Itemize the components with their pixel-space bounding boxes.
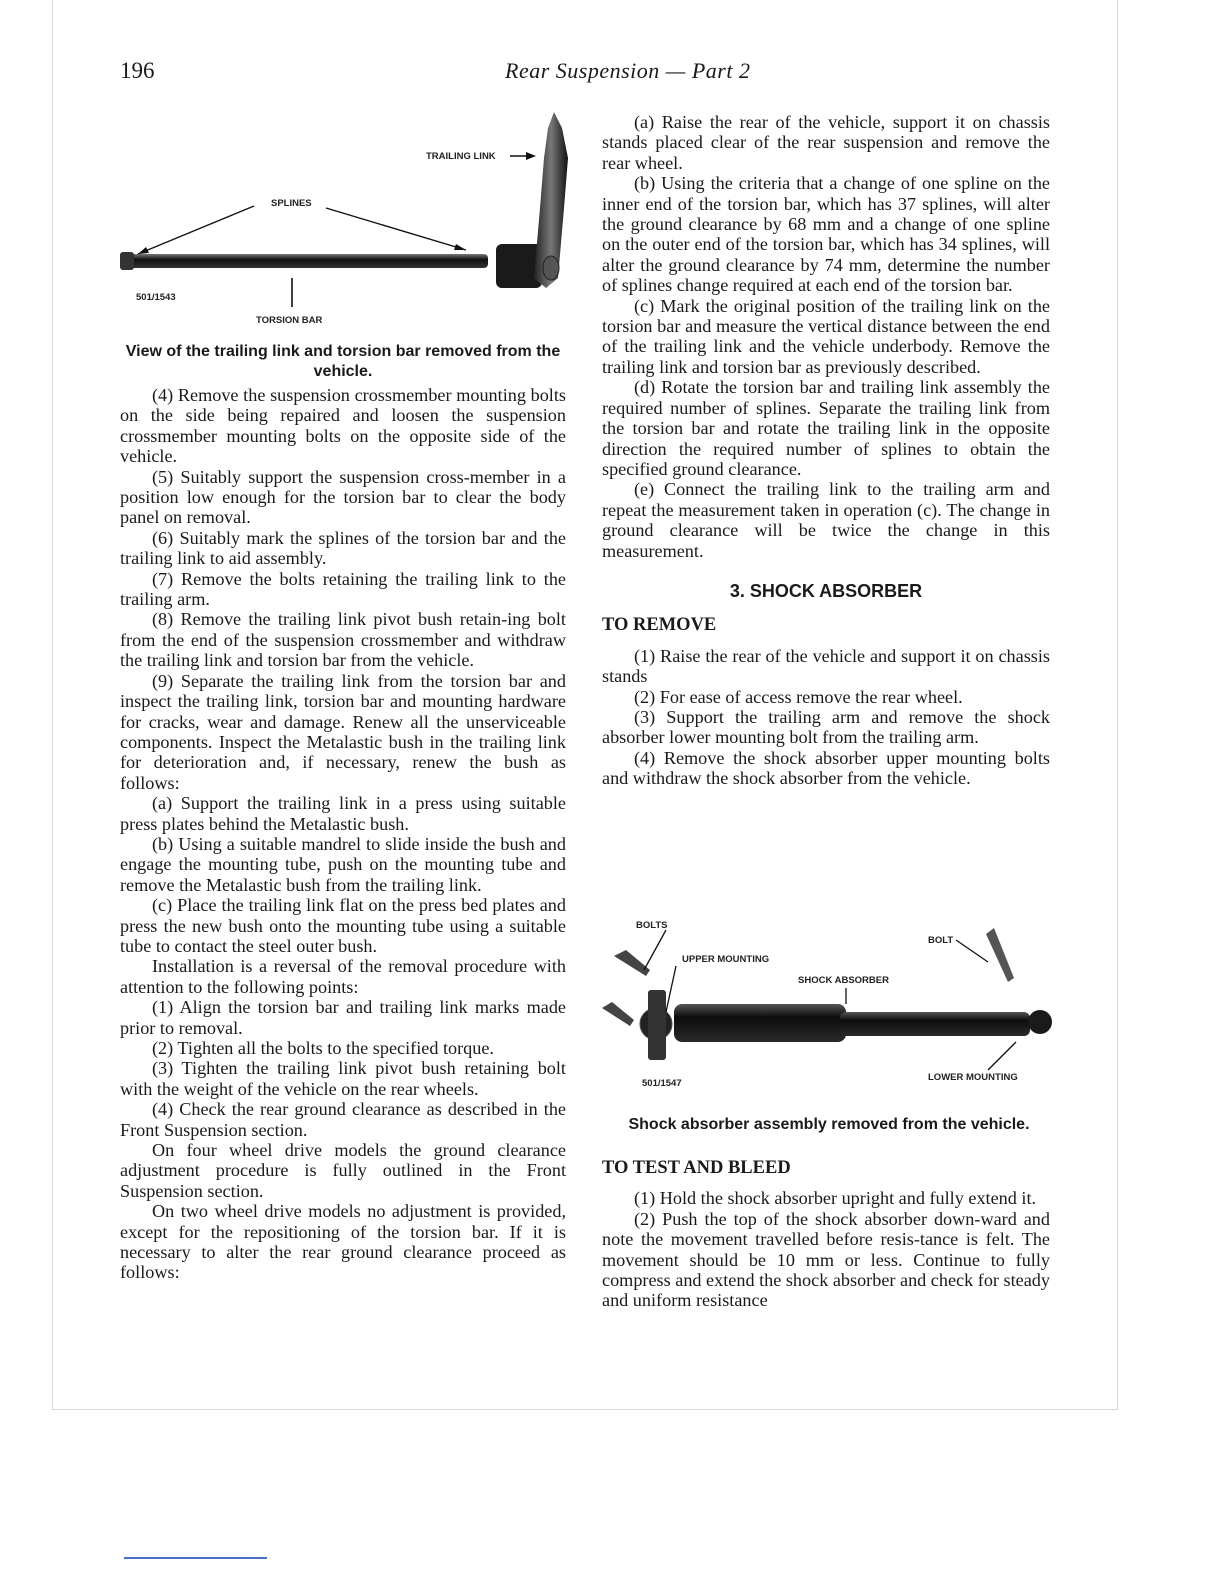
torsion-bar-end	[120, 252, 134, 270]
paragraph: (a) Raise the rear of the vehicle, support it on chassis stands placed clear of the rear suspension and remove the rear wheel.	[602, 112, 1050, 173]
paragraph: (1) Align the torsion bar and trailing link marks made prior to removal.	[120, 997, 566, 1038]
label-shock-absorber: SHOCK ABSORBER	[798, 975, 889, 986]
figure-shock-absorber	[596, 916, 1060, 1094]
sub-heading-remove: TO REMOVE	[602, 615, 717, 636]
link-bush-eye	[543, 256, 559, 280]
paragraph: (2) Tighten all the bolts to the specified torque.	[152, 1038, 494, 1058]
label-lower-mounting: LOWER MOUNTING	[928, 1072, 1018, 1083]
paragraph: (4) Check the rear ground clearance as described in the Front Suspension section.	[120, 1099, 566, 1140]
paragraph: (a) Support the trailing link in a press using suitable press plates behind the Metalastic bush.	[120, 793, 566, 834]
label-upper-mounting: UPPER MOUNTING	[682, 954, 770, 965]
figure-reference: 501/1547	[642, 1078, 682, 1089]
paragraph: (4) Remove the suspension crossmember mounting bolts on the side being repaired and loosen the suspension crossmember mounting bolts on the opposite side of the vehicle.	[120, 385, 566, 467]
figure-trailing-link-torsion-bar	[116, 108, 576, 330]
paragraph: (8) Remove the trailing link pivot bush retain-ing bolt from the end of the suspension crossmember and withdraw the trailing link and torsion bar from the vehicle.	[120, 609, 566, 671]
shock-body	[674, 1004, 846, 1042]
paragraph: (c) Place the trailing link flat on the press bed plates and press the new bush onto the mounting tube using a suitable tube to contact the steel outer bush.	[120, 895, 566, 956]
sub-heading-test-bleed: TO TEST AND BLEED	[602, 1158, 791, 1178]
right-column	[602, 112, 1050, 789]
right-column-bottom	[602, 1152, 1050, 1311]
paragraph: (7) Remove the bolts retaining the trailing link to the trailing arm.	[120, 568, 566, 610]
figure-reference: 501/1543	[136, 292, 176, 303]
figure-1-caption: View of the trailing link and torsion bar removed from the vehicle.	[125, 343, 561, 380]
lower-mounting-eye	[1028, 1010, 1052, 1034]
paragraph: Installation is a reversal of the removal procedure with attention to the following points:	[120, 956, 566, 997]
paragraph: (1) Hold the shock absorber upright and fully extend it.	[634, 1188, 1037, 1209]
paragraph: (b) Using a suitable mandrel to slide inside the bush and engage the mounting tube, push on the mounting tube and remove the Metalastic bush from the trailing link.	[120, 833, 566, 895]
paragraph: (2) For ease of access remove the rear wheel.	[634, 686, 963, 707]
label-trailing-link: TRAILING LINK	[426, 151, 496, 162]
shock-rod	[840, 1012, 1030, 1036]
paragraph: (4) Remove the shock absorber upper mounting bolts and withdraw the shock absorber from the vehicle.	[602, 747, 1050, 789]
paragraph: (d) Rotate the torsion bar and trailing link assembly the required number of splines. Separate the trailing link from the torsion bar and rotate the trailing link in the opposite direction the required number of splines to obtain the specified ground clearance.	[602, 377, 1050, 479]
paragraph: (5) Suitably support the suspension cross-member in a position low enough for the torsion bar to clear the body panel on removal.	[120, 466, 566, 528]
bolt-icon	[614, 950, 650, 976]
running-title: Rear Suspension — Part 2	[505, 58, 751, 83]
paragraph: (3) Tighten the trailing link pivot bush retaining bolt with the weight of the vehicle on the rear wheels.	[120, 1058, 566, 1099]
paragraph: On four wheel drive models the ground clearance adjustment procedure is fully outlined in the Front Suspension section.	[120, 1140, 566, 1201]
figure-2-caption: Shock absorber assembly removed from the vehicle.	[628, 1116, 1030, 1133]
left-column	[120, 385, 566, 1283]
paragraph: (9) Separate the trailing link from the torsion bar and inspect the trailing link, torsion bar and mounting hardware for cracks, wear and damage. Renew all the unserviceable components. Inspect the Metalastic bush in the trailing link for deterioration and, if necessary, renew the bush as follows:	[120, 670, 566, 793]
paragraph: (c) Mark the original position of the trailing link on the torsion bar and measure the vertical distance between the end of the trailing link and the vehicle underbody. Remove the trailing link and torsion bar as previously described.	[602, 295, 1050, 377]
upper-bracket	[648, 990, 666, 1060]
paragraph: (6) Suitably mark the splines of the torsion bar and the trailing link to aid assembly.	[120, 527, 566, 569]
paragraph: (b) Using the criteria that a change of one spline on the inner end of the torsion bar, which has 37 splines, will alter the ground clearance by 68 mm and a change of one spline on the outer end of the torsion bar, which has 34 splines, will alter the ground clearance by 74 mm, determine the number of splines change required at each end of the torsion bar.	[602, 173, 1050, 296]
label-splines: SPLINES	[271, 198, 312, 209]
label-bolt: BOLT	[928, 935, 954, 946]
bolt-icon	[602, 1002, 634, 1026]
paragraph: (1) Raise the rear of the vehicle and support it on chassis stands	[602, 645, 1050, 687]
page-number: 196	[120, 58, 155, 83]
paragraph: (e) Connect the trailing link to the trailing arm and repeat the measurement taken in operation (c). The change in ground clearance will be twice the change in this measurement.	[602, 479, 1050, 561]
paragraph: On two wheel drive models no adjustment is provided, except for the repositioning of the torsion bar. If it is necessary to alter the rear ground clearance proceed as follows:	[120, 1201, 566, 1283]
paragraph: (2) Push the top of the shock absorber down-ward and note the movement travelled before resis-tance is felt. The movement should be 10 mm or less. Continue to fully compress and extend the shock absorber and check for steady and uniform resistance	[602, 1208, 1050, 1311]
section-title: 3. SHOCK ABSORBER	[729, 580, 923, 601]
torsion-bar-shape	[122, 254, 488, 268]
paragraph: (3) Support the trailing arm and remove the shock absorber lower mounting bolt from the trailing arm.	[602, 706, 1050, 748]
label-bolts: BOLTS	[636, 920, 668, 931]
bolt-icon	[986, 928, 1014, 982]
label-torsion-bar: TORSION BAR	[256, 315, 323, 326]
footer-link-rule	[124, 1557, 267, 1559]
